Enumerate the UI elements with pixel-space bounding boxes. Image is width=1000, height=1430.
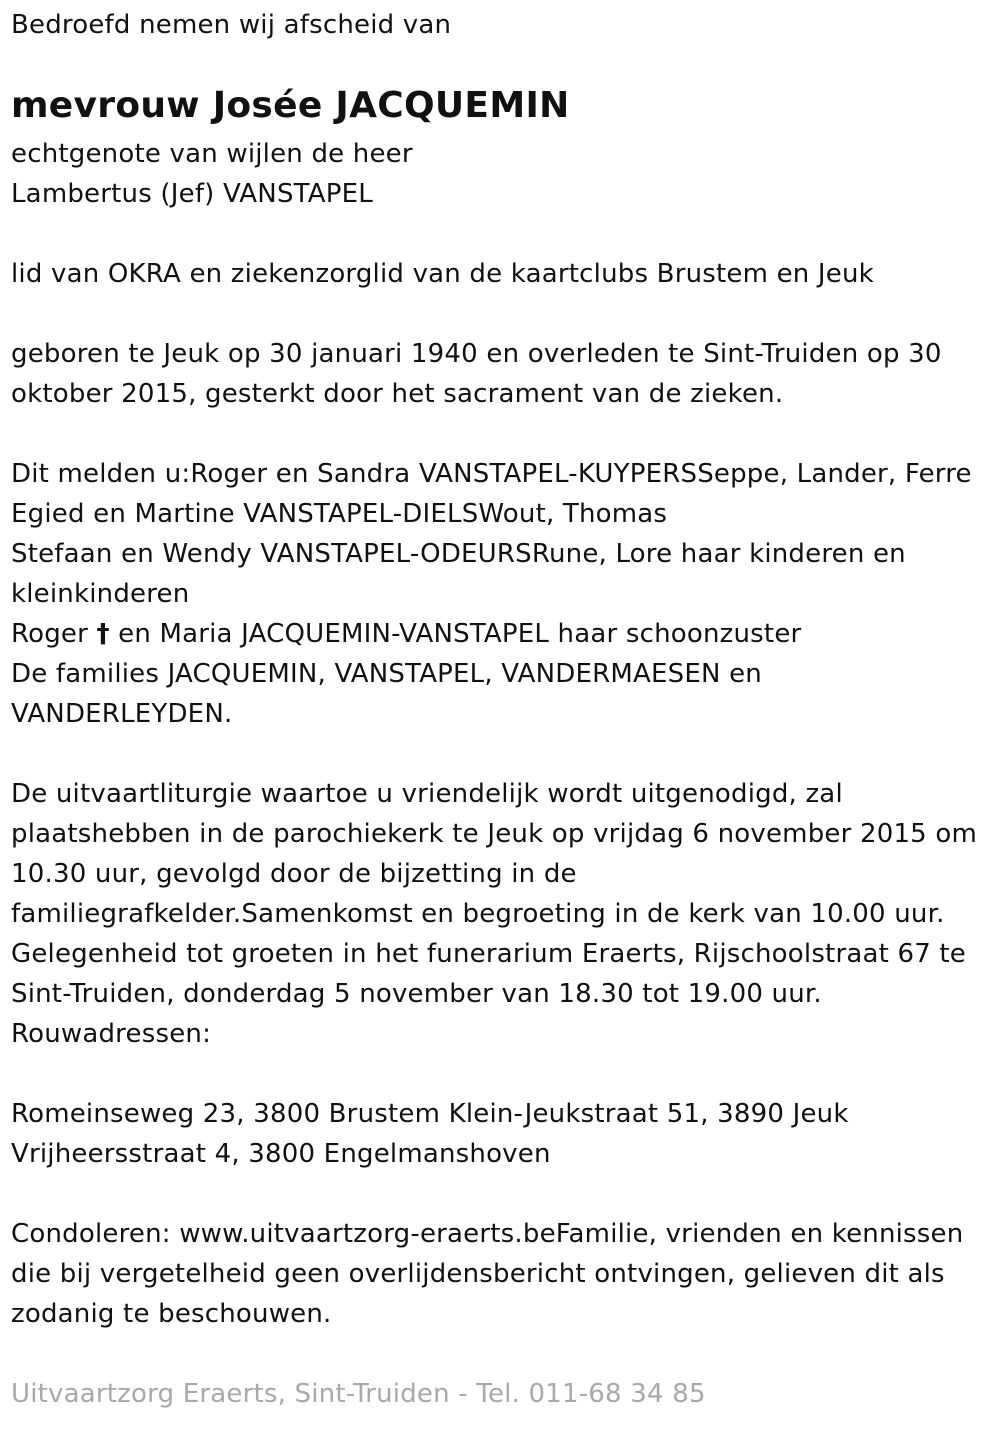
footer-contact: Uitvaartzorg Eraerts, Sint-Truiden - Tel. 011-68 34 85 [11, 1379, 706, 1409]
funeral-line-6: Sint-Truiden, donderdag 5 november van 18.30 tot 19.00 uur. [11, 979, 822, 1009]
membership-text: lid van OKRA en ziekenzorglid van de kaartclubs Brustem en Jeuk [11, 259, 874, 289]
funeral-line-4: familiegrafkelder.Samenkomst en begroeting in de kerk van 10.00 uur. [11, 899, 945, 929]
announcers-line-3: Stefaan en Wendy VANSTAPEL-ODEURSRune, Lore haar kinderen en [11, 539, 906, 569]
announcers-line-4: kleinkinderen [11, 579, 190, 609]
funeral-line-5: Gelegenheid tot groeten in het funerarium Eraerts, Rijschoolstraat 67 te [11, 939, 967, 969]
relation-line-1: echtgenote van wijlen de heer [11, 139, 413, 169]
birth-death-line-2: oktober 2015, gesterkt door het sacrament van de zieken. [11, 379, 784, 409]
announcers-line-5-rest: en Maria JACQUEMIN-VANSTAPEL haar schoonzuster [118, 619, 802, 649]
birth-death-line-1: geboren te Jeuk op 30 januari 1940 en overleden te Sint-Truiden op 30 [11, 339, 942, 369]
announcers-line-6: De families JACQUEMIN, VANSTAPEL, VANDERMAESEN en [11, 659, 762, 689]
announcers-line-7: VANDERLEYDEN. [11, 699, 233, 729]
announcers-line-5 [11, 614, 801, 654]
condolences-line-1: Condoleren: www.uitvaartzorg-eraerts.beFamilie, vrienden en kennissen [11, 1219, 964, 1249]
address-line-1: Romeinseweg 23, 3800 Brustem Klein-Jeukstraat 51, 3890 Jeuk [11, 1099, 849, 1129]
condolences-line-3: zodanig te beschouwen. [11, 1299, 332, 1329]
announcers-line-5-name: Roger [11, 619, 88, 649]
funeral-line-7: Rouwadressen: [11, 1019, 212, 1049]
announcers-line-2: Egied en Martine VANSTAPEL-DIELSWout, Thomas [11, 499, 668, 529]
relation-line-2: Lambertus (Jef) VANSTAPEL [11, 179, 373, 209]
funeral-line-2: plaatshebben in de parochiekerk te Jeuk op vrijdag 6 november 2015 om [11, 819, 978, 849]
funeral-line-3: 10.30 uur, gevolgd door de bijzetting in de [11, 859, 577, 889]
address-line-2: Vrijheersstraat 4, 3800 Engelmanshoven [11, 1139, 551, 1169]
announcers-line-1: Dit melden u:Roger en Sandra VANSTAPEL-KUYPERSSeppe, Lander, Ferre [11, 459, 972, 489]
funeral-line-1: De uitvaartliturgie waartoe u vriendelijk wordt uitgenodigd, zal [11, 779, 843, 809]
condolences-line-2: die bij vergetelheid geen overlijdensbericht ontvingen, gelieven dit als [11, 1259, 945, 1289]
cross-icon: † [96, 619, 110, 649]
intro-text: Bedroefd nemen wij afscheid van [11, 10, 452, 40]
deceased-name: mevrouw Josée JACQUEMIN [11, 85, 570, 126]
